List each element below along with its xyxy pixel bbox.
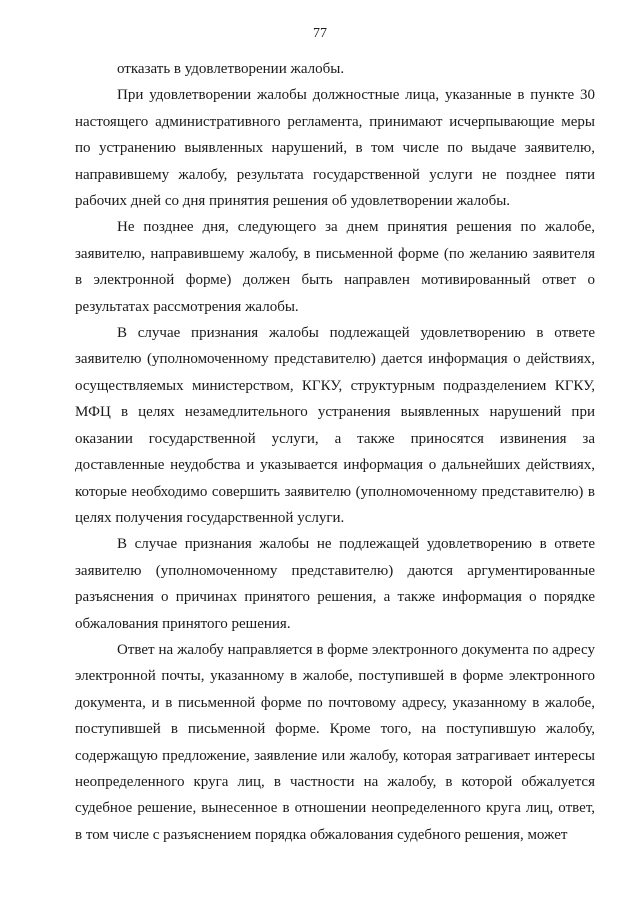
paragraph-response-deadline: Не позднее дня, следующего за днем принятия решения по жалобе, заявителю, направившему жалобу, в письменной форме (по желанию заявителя в электронной форме) должен быть направлен мотивированный ответ о результатах рассмотрения жалобы. xyxy=(75,219,595,315)
paragraph-continuation: отказать в удовлетворении жалобы. xyxy=(117,61,345,77)
document-body xyxy=(75,56,595,848)
paragraph-response-delivery: Ответ на жалобу направляется в форме электронного документа по адресу электронной почты, указанному в жалобе, поступившей в форме электронного документа, и в письменной форме по почтовому адресу, указанному в жалобе, поступившей в письменной форме. Кроме того, на поступившую жалобу, содержащую предложение, заявление или жалобу, которая затрагивает интересы неопределенного круга лиц, в частности на жалобу, в которой обжалуется судебное решение, вынесенное в отношении неопределенного круга лиц, ответ, в том числе с разъяснением порядка обжалования судебного решения, может xyxy=(75,641,595,843)
paragraph-complaint-rejected: В случае признания жалобы не подлежащей удовлетворению в ответе заявителю (уполномоченному представителю) даются аргументированные разъяснения о причинах принятого решения, а также информация о порядке обжалования принятого решения. xyxy=(75,536,595,632)
page-number: 77 xyxy=(313,26,327,41)
paragraph-satisfaction-measures: При удовлетворении жалобы должностные лица, указанные в пункте 30 настоящего административного регламента, принимают исчерпывающие меры по устранению выявленных нарушений, в том числе по выдаче заявителю, направившему жалобу, результата государственной услуги не позднее пяти рабочих дней со дня принятия решения об удовлетворении жалобы. xyxy=(75,87,595,210)
paragraph-complaint-granted: В случае признания жалобы подлежащей удовлетворению в ответе заявителю (уполномоченному представителю) дается информация о действиях, осуществляемых министерством, КГКУ, структурным подразделением КГКУ, МФЦ в целях незамедлительного устранения выявленных нарушений при оказании государственной услуги, а также приносятся извинения за доставленные неудобства и указывается информация о дальнейших действиях, которые необходимо совершить заявителю (уполномоченному представителю) в целях получения государственной услуги. xyxy=(75,325,595,526)
